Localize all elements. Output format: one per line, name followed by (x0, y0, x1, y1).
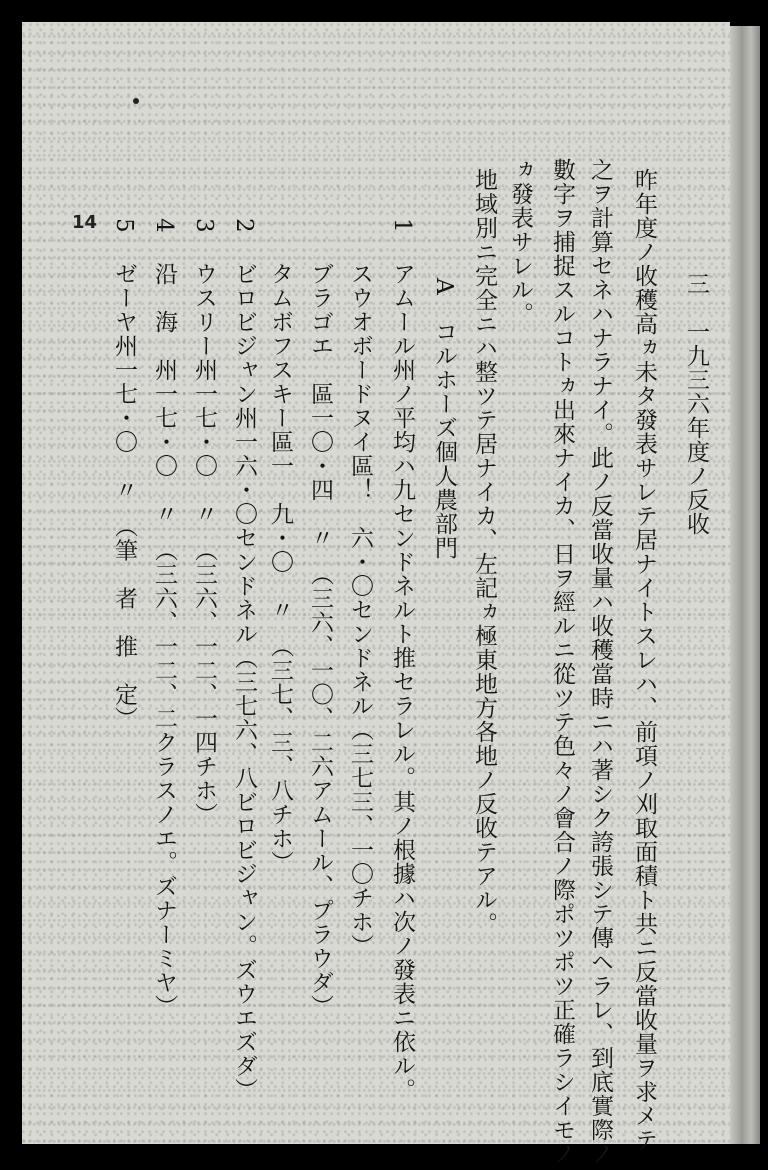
item-number: 3 (191, 218, 217, 234)
item-number: 2 (231, 218, 257, 234)
paragraph-line: 地域別ニ完全ニハ整ツテ居ナイカ、左記ヵ極東地方各地ノ反收テアル。 (471, 168, 497, 936)
item-text: ウスリー州一七・〇 〃 （三六、一二、一四チホ） (191, 262, 217, 827)
item-text: アムール州ノ平均ハ九センドネルト推セラレル。其ノ根據ハ次ノ發表ニ依ル。 (389, 262, 415, 1102)
ink-dot (133, 98, 139, 104)
item-text: ブラゴエ 區一〇・四 〃 （三六、一〇、二六アムール、プラウダ） (307, 262, 333, 1019)
item-number: 5 (111, 218, 137, 234)
page-number: 14 (72, 212, 98, 233)
item-text: ゼーヤ州一七・〇 〃 （筆 者 推 定） (111, 262, 137, 731)
section-title: 三 一九三六年度ノ反收 (683, 272, 709, 536)
paragraph-line: ヵ發表サレル。 (507, 158, 533, 326)
paragraph-line: 數字ヲ捕捉スルコトヵ出來ナイカ、日ヲ經ルニ從ツテ色々ノ會合ノ際ポツポツ正確ラシイモノ (549, 158, 575, 1166)
subheading: A コルホーズ個人農部門 (431, 278, 457, 560)
item-text: タムボフスキー區一 九・〇 〃 （三七、三、八チホ） (267, 262, 293, 875)
item-text: スウオボードヌイ區！ 六・〇センドネル（三七三、一〇チホ） (347, 262, 373, 958)
page-edge (730, 26, 760, 1144)
item-text: 沿 海 州一七・〇 〃 （三六、一二、二クラスノエ。ズナーミヤ） (151, 262, 177, 1019)
item-text: ビロビジャン州一六・〇センドネル（三七六、八ビロビジャン。ズウエズダ） (231, 262, 257, 1102)
paragraph-line: 之ヲ計算セネハナラナイ。此ノ反當收量ハ收穫當時ニハ著シク誇張シテ傳ヘラレ、到底實際ノ (587, 158, 613, 1166)
paragraph-line: 昨年度ノ收穫高ヵ未タ發表サレテ居ナイトスレハ、前項ノ刈取面積ト共ニ反當收量ヲ求メテ (631, 168, 657, 1152)
item-number: 1 (389, 218, 415, 234)
item-number: 4 (151, 218, 177, 234)
